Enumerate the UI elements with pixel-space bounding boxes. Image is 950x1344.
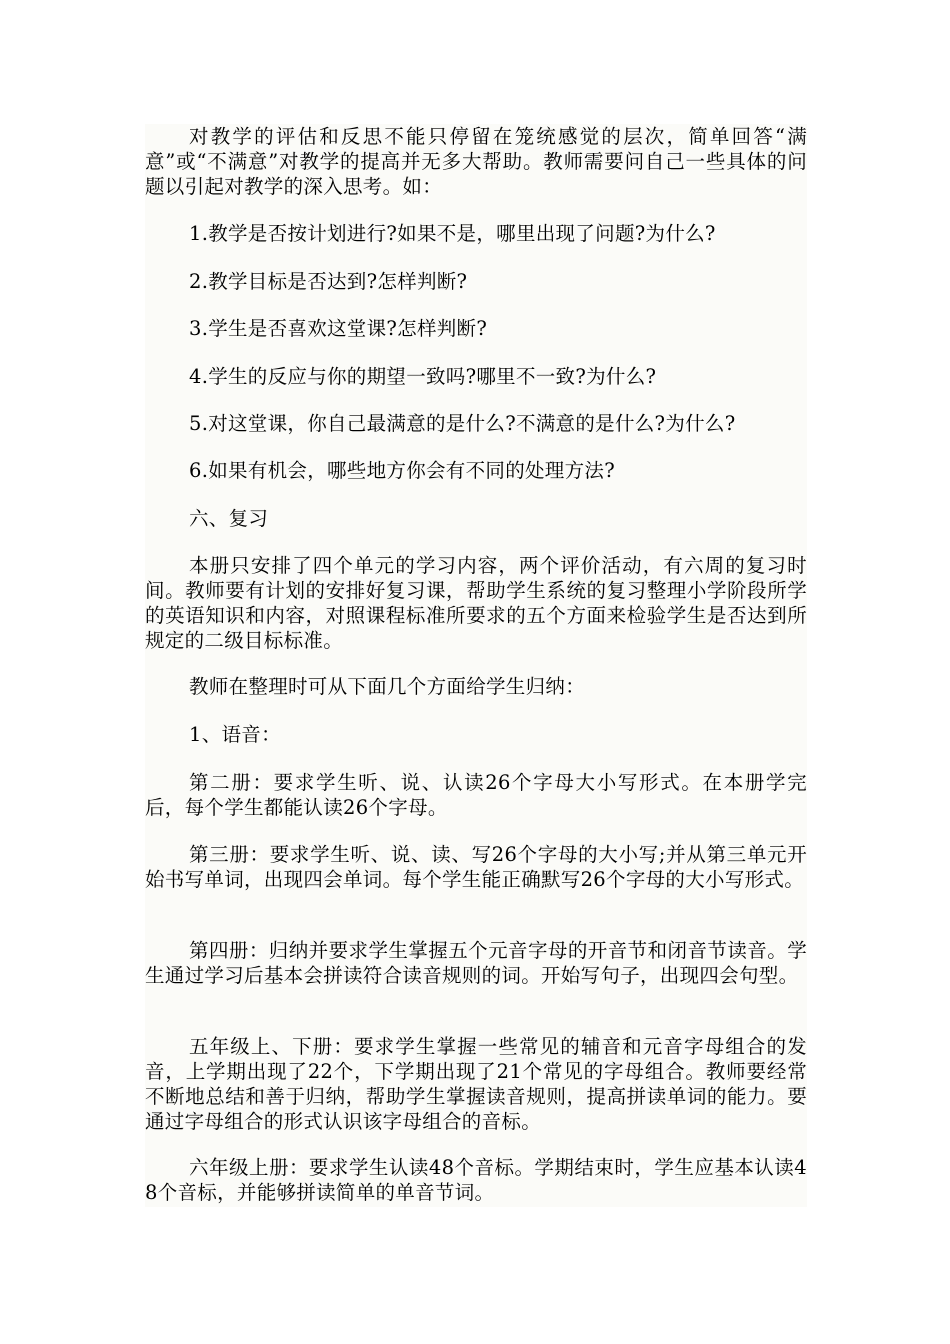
section-heading-review: 六、复习	[189, 507, 269, 530]
subheading-phonetics: 1、语音：	[189, 723, 281, 746]
book-3-paragraph: 第三册：要求学生听、说、读、写26个字母的大小写;并从第三单元开始书写单词，出现四会单词。每个学生能正确默写26个字母的大小写形式。	[145, 843, 807, 891]
question-3: 3.学生是否喜欢这堂课?怎样判断?	[189, 317, 488, 340]
intro-paragraph: 对教学的评估和反思不能只停留在笼统感觉的层次，简单回答“满意”或“不满意”对教学的提高并无多大帮助。教师需要问自己一些具体的问题以引起对教学的深入思考。如：	[145, 125, 807, 198]
book-4-paragraph: 第四册：归纳并要求学生掌握五个元音字母的开音节和闭音节读音。学生通过学习后基本会拼读符合读音规则的词。开始写句子，出现四会句型。	[145, 939, 807, 987]
question-2: 2.教学目标是否达到?怎样判断?	[189, 270, 468, 293]
document-body	[145, 124, 807, 1207]
review-paragraph: 本册只安排了四个单元的学习内容，两个评价活动，有六周的复习时间。教师要有计划的安排好复习课，帮助学生系统的复习整理小学阶段所学的英语知识和内容，对照课程标准所要求的五个方面来检验学生是否达到所规定的二级目标标准。	[145, 554, 807, 652]
question-6: 6.如果有机会，哪些地方你会有不同的处理方法?	[189, 459, 615, 482]
grade-6-paragraph: 六年级上册：要求学生认读48个音标。学期结束时，学生应基本认读48个音标，并能够拼读简单的单音节词。	[145, 1156, 807, 1204]
book-2-paragraph: 第二册：要求学生听、说、认读26个字母大小写形式。在本册学完后，每个学生都能认读26个字母。	[145, 771, 807, 819]
grade-5-paragraph: 五年级上、下册：要求学生掌握一些常见的辅音和元音字母组合的发音，上学期出现了22个，下学期出现了21个常见的字母组合。教师要经常不断地总结和善于归纳，帮助学生掌握读音规则，提高拼读单词的能力。要通过字母组合的形式认识该字母组合的音标。	[145, 1035, 807, 1133]
question-4: 4.学生的反应与你的期望一致吗?哪里不一致?为什么?	[189, 365, 657, 388]
summary-intro: 教师在整理时可从下面几个方面给学生归纳：	[189, 675, 586, 698]
question-1: 1.教学是否按计划进行?如果不是，哪里出现了问题?为什么?	[189, 222, 716, 245]
question-5: 5.对这堂课，你自己最满意的是什么?不满意的是什么?为什么?	[189, 412, 736, 435]
